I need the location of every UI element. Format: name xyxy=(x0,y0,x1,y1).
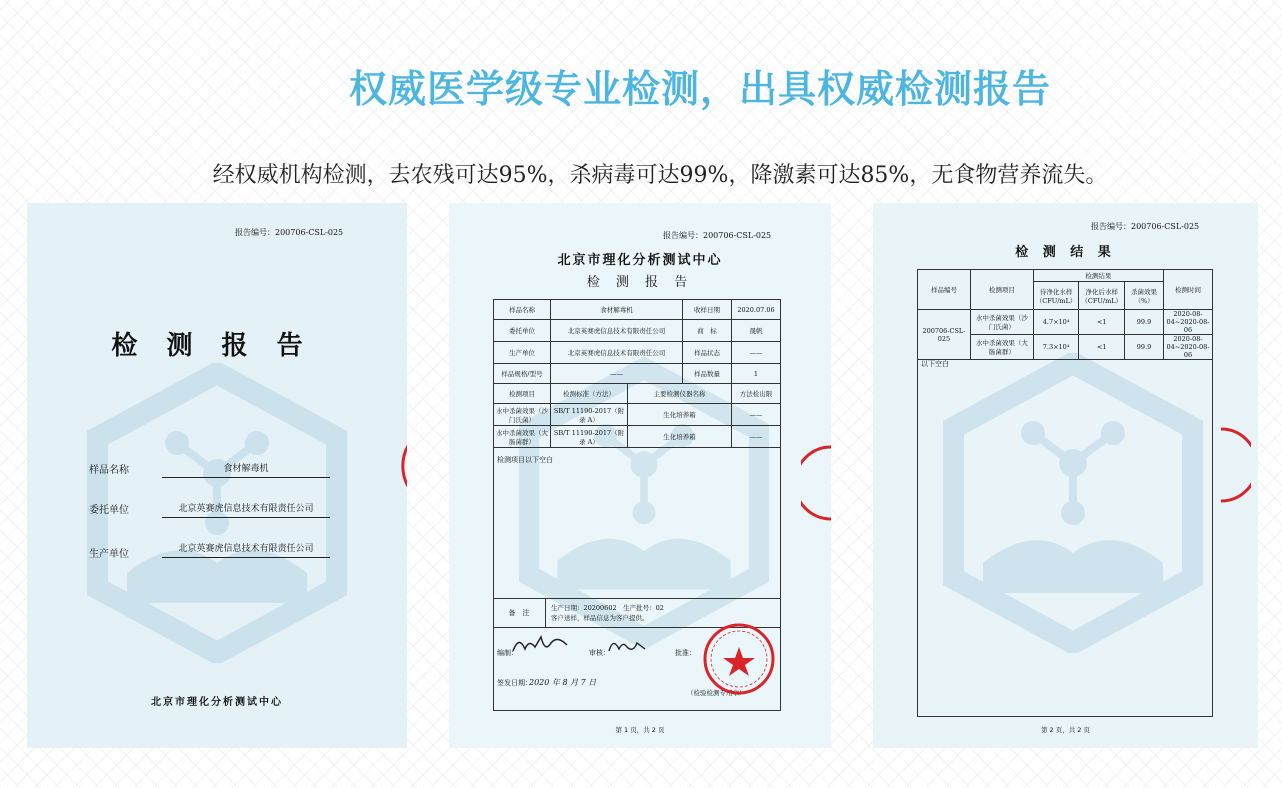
cover-label-sample: 样品名称 xyxy=(89,465,129,476)
cell-header: 检测标准（方法） xyxy=(551,384,628,404)
approver-label: 批准： xyxy=(675,649,696,657)
results-title: 检 测 结 果 xyxy=(1015,245,1116,260)
cell-header: 样品编号 xyxy=(918,270,971,310)
report-page-1-sheet xyxy=(449,203,831,748)
report-cover-sheet xyxy=(27,203,407,748)
cell-rate: 99.9 xyxy=(1125,335,1164,360)
cell-test-std: SB/T 11190-2017（附录 A） xyxy=(551,404,628,426)
cell-header: 杀菌效果（%） xyxy=(1125,282,1164,310)
subline: 经权威机构检测，去农残可达95%，杀病毒可达99%，降激素可达85%，无食物营养流失。 xyxy=(212,163,1108,188)
cover-title: 检 测 报 告 xyxy=(111,331,313,361)
partial-seal-icon xyxy=(801,443,831,523)
cell-before: 4.7×10⁴ xyxy=(1033,310,1079,335)
cell-after: <1 xyxy=(1079,310,1125,335)
page-number: 第 1 页，共 2 页 xyxy=(615,726,665,734)
cell-header: 检测时间 xyxy=(1164,270,1213,310)
official-seal-icon xyxy=(699,621,779,697)
blank-note: 以下空白 xyxy=(921,360,949,368)
cell-label: 样品数量 xyxy=(683,364,732,384)
cell-value: —— xyxy=(551,364,683,384)
seal-note: （检验检测专用章） xyxy=(687,689,746,697)
remark-line-2: 客户送样，样品信息为客户提供。 xyxy=(551,614,649,622)
headline: 权威医学级专业检测，出具权威检测报告 xyxy=(348,67,1051,111)
cell-header: 方法检出限 xyxy=(732,384,781,404)
cell-test-std: SB/T 11190-2017（附录 A） xyxy=(551,426,628,448)
cover-label-producer: 生产单位 xyxy=(89,549,129,560)
cell-label: 委托单位 xyxy=(494,320,551,342)
cell-label: 样品状态 xyxy=(683,342,732,364)
report-number: 报告编号：200706-CSL-025 xyxy=(663,231,772,240)
cell-header: 检测项目 xyxy=(494,384,551,404)
cell-item: 水中杀菌效果（沙门氏菌） xyxy=(970,310,1033,335)
results-table xyxy=(917,269,1213,360)
doc-title: 检 测 报 告 xyxy=(586,275,694,290)
cover-label-client: 委托单位 xyxy=(89,505,129,516)
page-number: 第 2 页，共 2 页 xyxy=(1040,726,1091,734)
cover-value-client: 北京英赛虎信息技术有限责任公司 xyxy=(162,501,330,518)
reviewer-label: 审核： xyxy=(589,649,610,657)
cell-time: 2020-08-04~2020-08-06 xyxy=(1164,310,1213,335)
cell-after: <1 xyxy=(1079,335,1125,360)
cell-test-instr: 生化培养箱 xyxy=(628,404,732,426)
cell-value: 北京英赛虎信息技术有限责任公司 xyxy=(551,320,683,342)
cell-header: 检测项目 xyxy=(970,270,1033,310)
cell-test-instr: 生化培养箱 xyxy=(628,426,732,448)
cell-value: 北京英赛虎信息技术有限责任公司 xyxy=(551,342,683,364)
cell-label: 商 标 xyxy=(683,320,732,342)
cell-test-item: 水中杀菌效果（沙门氏菌） xyxy=(494,404,551,426)
blank-note: 检测项目以下空白 xyxy=(497,456,553,464)
cell-sample-no: 200706-CSL-025 xyxy=(918,310,971,360)
cell-header: 主要检测仪器名称 xyxy=(628,384,732,404)
cell-value: 食材解毒机 xyxy=(551,300,683,320)
info-table xyxy=(493,299,781,448)
partial-seal-icon xyxy=(1221,425,1251,505)
reviewer-signature-icon xyxy=(607,635,647,657)
cell-label: 收样日期 xyxy=(683,300,732,320)
cell-test-item: 水中杀菌效果（大肠菌群） xyxy=(494,426,551,448)
remark-line-1: 生产日期：20200602 生产批号：02 xyxy=(551,604,664,612)
cell-label: 生产单位 xyxy=(494,342,551,364)
cell-test-limit: —— xyxy=(732,426,781,448)
cell-value: 晟帆 xyxy=(732,320,781,342)
cover-value-producer: 北京英赛虎信息技术有限责任公司 xyxy=(162,541,330,558)
cell-value: 2020.07.06 xyxy=(732,300,781,320)
editor-label: 编制： xyxy=(497,649,518,657)
partial-seal-icon xyxy=(372,421,407,511)
cell-header: 检测结果 xyxy=(1033,270,1163,282)
cell-item: 水中杀菌效果（大肠菌群） xyxy=(970,335,1033,360)
cell-label: 样品名称 xyxy=(494,300,551,320)
issue-date: 2020 年 8 月 7 日 xyxy=(529,678,597,687)
cell-time: 2020-08-04~2020-08-06 xyxy=(1164,335,1213,360)
cell-value: 1 xyxy=(732,364,781,384)
cell-value: —— xyxy=(732,342,781,364)
report-number: 报告编号：200706-CSL-025 xyxy=(235,228,344,237)
cell-before: 7.3×10⁴ xyxy=(1033,335,1079,360)
cell-header: 待净化水样（CFU/mL） xyxy=(1033,282,1079,310)
editor-signature-icon xyxy=(511,631,571,657)
cell-rate: 99.9 xyxy=(1125,310,1164,335)
cover-organization: 北京市理化分析测试中心 xyxy=(151,697,283,708)
org-title: 北京市理化分析测试中心 xyxy=(557,253,723,268)
cell-label: 样品规格/型号 xyxy=(494,364,551,384)
cell-header: 净化后水样（CFU/mL） xyxy=(1079,282,1125,310)
cover-value-sample: 食材解毒机 xyxy=(162,461,330,478)
cell-test-limit: —— xyxy=(732,404,781,426)
issue-label: 签发日期： xyxy=(497,679,532,687)
report-page-2-sheet xyxy=(873,203,1258,748)
report-number: 报告编号：200706-CSL-025 xyxy=(1091,222,1200,231)
remark-label: 备 注 xyxy=(493,599,546,627)
